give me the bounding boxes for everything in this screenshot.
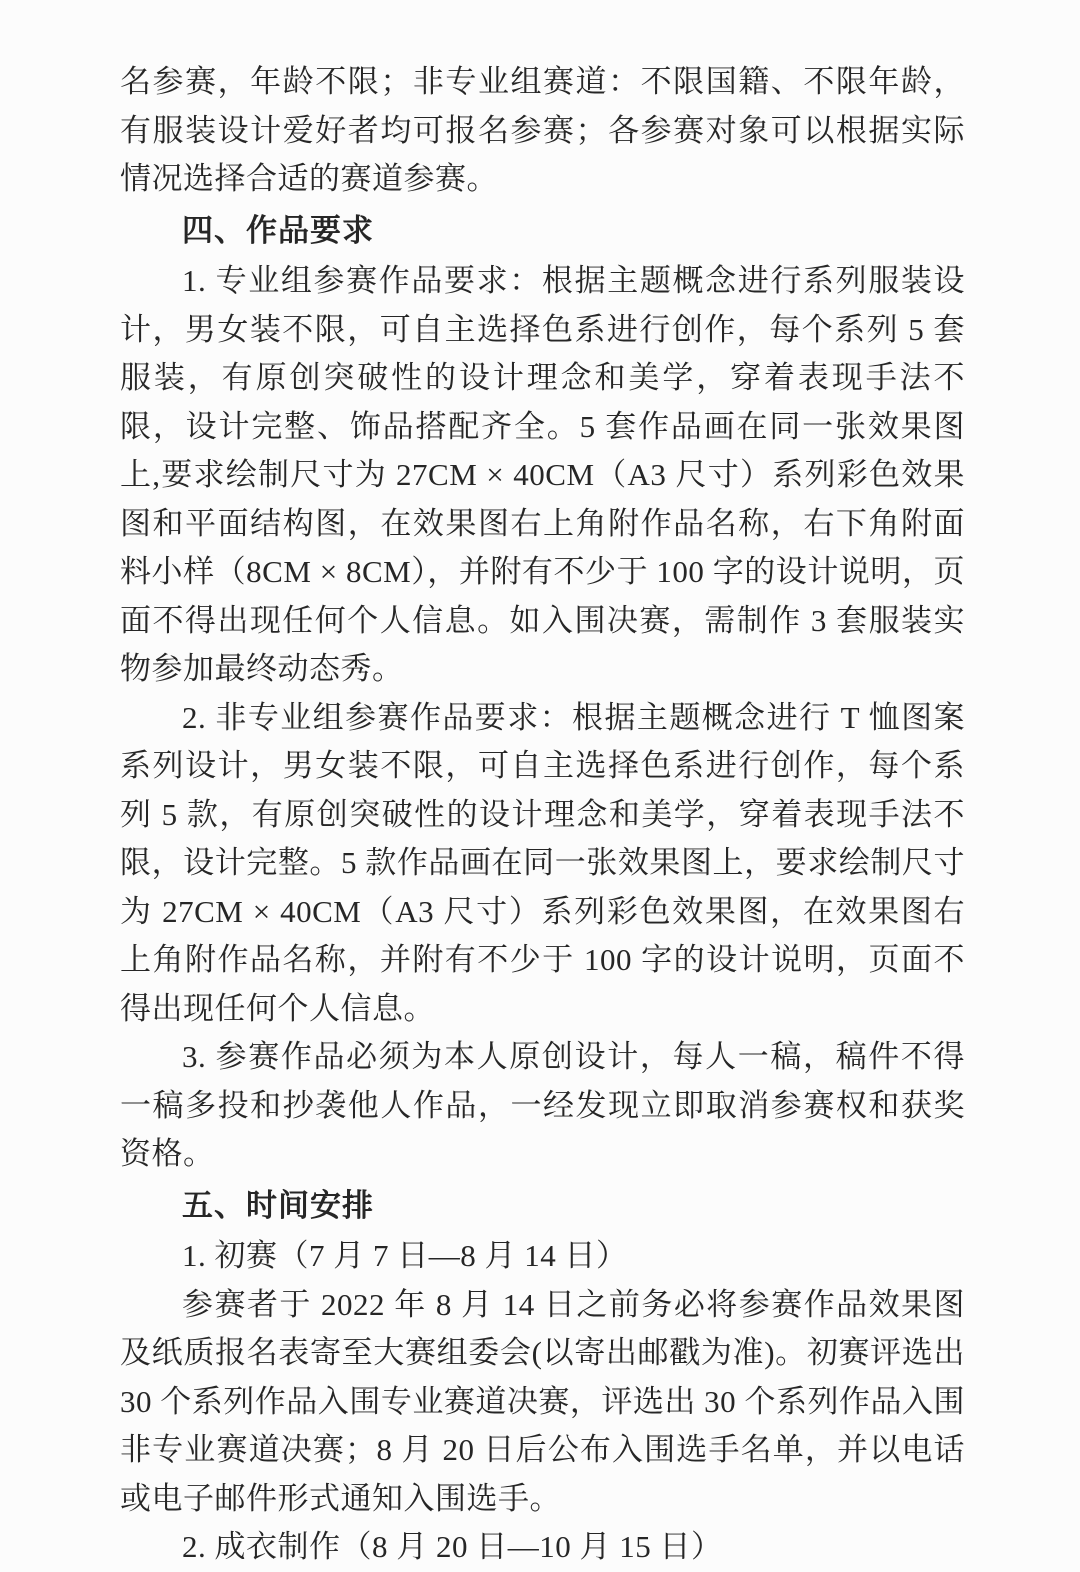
paragraph-preliminary-round-title: 1. 初赛（7 月 7 日—8 月 14 日） <box>182 1238 628 1273</box>
document-body <box>120 58 965 1572</box>
paragraph-garment-making-title: 2. 成衣制作（8 月 20 日—10 月 15 日） <box>182 1529 723 1564</box>
paragraph-originality-rule: 3. 参赛作品必须为本人原创设计，每人一稿，稿件不得一稿多投和抄袭他人作品，一经发现立即取消参赛权和获奖资格。 <box>120 1039 965 1171</box>
heading-section-four-work-requirements: 四、作品要求 <box>182 212 374 248</box>
paragraph-professional-group-requirements: 1. 专业组参赛作品要求：根据主题概念进行系列服装设计，男女装不限，可自主选择色系进行创作，每个系列 5 套服装，有原创突破性的设计理念和美学，穿着表现手法不限，设计完整、饰品搭配齐全。5 套作品画在同一张效果图上,要求绘制尺寸为 27CM × 40CM（A3 尺寸）系列彩色效果图和平面结构图，在效果图右上角附作品名称，右下角附面料小样（8CM × 8CM），并附有不少于 100 字的设计说明，页面不得出现任何个人信息。如入围决赛，需制作 3 套服装实物参加最终动态秀。 <box>120 263 965 686</box>
heading-section-five-schedule: 五、时间安排 <box>182 1187 374 1223</box>
paragraph-eligibility-continuation: 名参赛，年龄不限；非专业组赛道：不限国籍、不限年龄，有服装设计爱好者均可报名参赛；各参赛对象可以根据实际情况选择合适的赛道参赛。 <box>120 64 965 196</box>
paragraph-nonprofessional-group-requirements: 2. 非专业组参赛作品要求：根据主题概念进行 T 恤图案系列设计，男女装不限，可自主选择色系进行创作，每个系列 5 款，有原创突破性的设计理念和美学，穿着表现手法不限，设计完整。5 款作品画在同一张效果图上，要求绘制尺寸为 27CM × 40CM（A3 尺寸）系列彩色效果图，在效果图右上角附作品名称，并附有不少于 100 字的设计说明，页面不得出现任何个人信息。 <box>120 699 965 1026</box>
paragraph-preliminary-round-details: 参赛者于 2022 年 8 月 14 日之前务必将参赛作品效果图及纸质报名表寄至大赛组委会(以寄出邮戳为准)。初赛评选出 30 个系列作品入围专业赛道决赛，评选出 30 个系列作品入围非专业赛道决赛；8 月 20 日后公布入围选手名单，并以电话或电子邮件形式通知入围选手。 <box>120 1286 965 1516</box>
